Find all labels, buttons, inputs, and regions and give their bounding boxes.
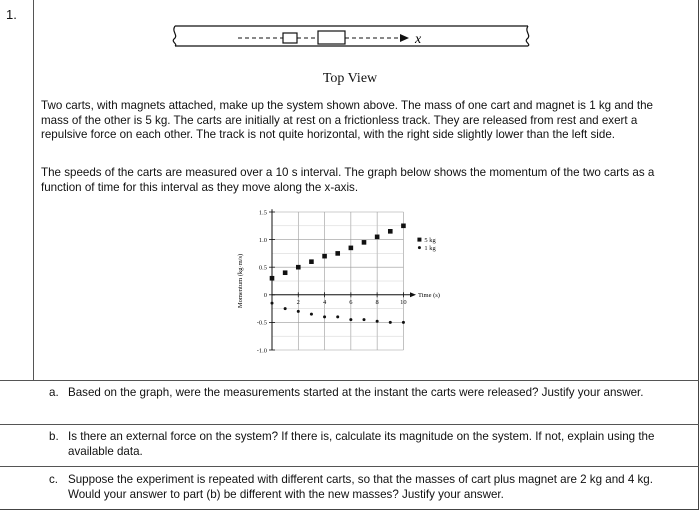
data-point-1kg [389,321,392,324]
axis-arrowhead [400,34,409,42]
data-point-1kg [349,318,352,321]
y-tick-label: 0 [263,292,267,300]
data-point-5kg [309,259,314,264]
x-tick-label: 6 [349,298,353,306]
data-point-1kg [336,315,339,318]
y-tick-label: 1.0 [258,236,267,244]
part-c [49,473,659,502]
x-axis-arrow [410,292,416,297]
data-point-1kg [310,313,313,316]
data-point-1kg [284,307,287,310]
data-points [270,224,406,324]
cart-small [283,33,297,43]
data-point-5kg [362,240,367,245]
part-c-text: Suppose the experiment is repeated with different carts, so that the masses of cart plus magnet are 2 kg and 4 kg. Would your answer to part (b) be different with the new masses? Justify your answer. [68,473,653,501]
part-b [49,430,659,459]
part-a-label: a. [49,386,59,399]
data-point-5kg [322,254,327,259]
row-divider-b [0,424,699,425]
data-point-1kg [323,315,326,318]
row-divider-a [0,380,699,381]
legend-swatch-1kg [418,246,421,249]
part-a-text: Based on the graph, were the measurements started at the instant the carts were released? Justify your answer. [68,386,644,399]
axis-label: x [415,32,422,47]
legend-label: 5 kg [424,236,436,244]
x-axis-label: Time (s) [418,292,440,300]
y-tick-label: -0.5 [256,319,267,327]
legend-label: 1 kg [424,244,436,252]
part-c-label: c. [49,473,59,486]
y-tick-label: 1.5 [258,209,267,217]
y-tick-label: 0.5 [258,264,267,272]
y-axis-label: Momentum (kg·m/s) [237,253,244,309]
data-point-1kg [297,310,300,313]
part-b-text: Is there an external force on the system? If there is, calculate its magnitude on the system. If not, explain using the available data. [68,430,655,458]
x-tick-label: 4 [322,298,327,306]
x-tick-label: 8 [375,298,379,306]
data-point-1kg [271,302,274,305]
legend [417,237,436,252]
diagram-caption: Top View [322,71,378,86]
data-point-5kg [388,229,393,234]
data-point-1kg [376,320,379,323]
part-a [49,386,659,401]
data-point-5kg [296,265,301,270]
cart-large [318,31,345,44]
data-point-1kg [363,318,366,321]
y-tick-label: -1.0 [256,347,267,355]
track-diagram [0,0,700,70]
momentum-graph [228,200,448,360]
problem-paragraph-1: Two carts, with magnets attached, make up the system shown above. The mass of one cart and magnet is 1 kg and the mass of the other is 5 kg. The carts are initially at rest on a frictionless track. They are released from rest and exert a repulsive force on each other. The track is not quite horizontal, with the right side slightly lower than the left side. [41,99,654,142]
data-point-5kg [283,270,288,275]
data-point-5kg [270,276,275,281]
grid [272,212,403,350]
x-tick-label: 10 [400,298,407,306]
data-point-5kg [349,246,354,251]
tick-labels [257,209,407,354]
legend-swatch-5kg [417,238,421,242]
x-tick-label: 2 [296,298,300,306]
row-divider-c [0,466,699,467]
question-number: 1. [6,7,17,22]
data-point-5kg [375,235,380,240]
problem-paragraph-2: The speeds of the carts are measured over a 10 s interval. The graph below shows the momentum of the two carts as a function of time for this interval as they move along the x-axis. [41,166,655,194]
part-b-label: b. [49,430,59,443]
data-point-1kg [402,321,405,324]
data-point-5kg [335,251,340,256]
data-point-5kg [401,224,406,229]
axes [272,209,416,350]
track [173,26,529,46]
